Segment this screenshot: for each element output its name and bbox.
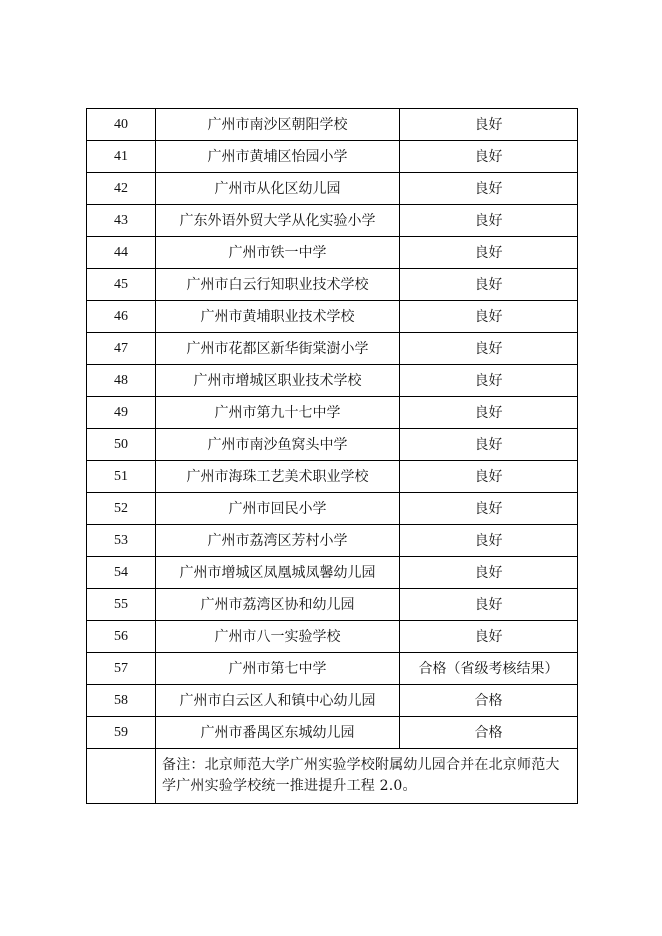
evaluation-result: 合格: [400, 685, 578, 717]
school-name: 广州市八一实验学校: [156, 621, 400, 653]
row-number: 54: [87, 557, 156, 589]
evaluation-result: 良好: [400, 557, 578, 589]
evaluation-result: 良好: [400, 301, 578, 333]
row-number: 47: [87, 333, 156, 365]
school-name: 广州市南沙区朝阳学校: [156, 109, 400, 141]
table-row: [87, 365, 578, 397]
table-row: [87, 557, 578, 589]
evaluation-result: 良好: [400, 365, 578, 397]
evaluation-result: 良好: [400, 589, 578, 621]
row-number: 53: [87, 525, 156, 557]
row-number: 51: [87, 461, 156, 493]
table-row: [87, 621, 578, 653]
note-empty-cell: [87, 749, 156, 804]
table-row: [87, 269, 578, 301]
school-name: 广州市花都区新华街棠澍小学: [156, 333, 400, 365]
row-number: 43: [87, 205, 156, 237]
school-name: 广州市黄埔职业技术学校: [156, 301, 400, 333]
school-name: 广州市第七中学: [156, 653, 400, 685]
table-row: [87, 493, 578, 525]
evaluation-result: 良好: [400, 173, 578, 205]
row-number: 57: [87, 653, 156, 685]
school-name: 广州市黄埔区怡园小学: [156, 141, 400, 173]
school-name: 广州市海珠工艺美术职业学校: [156, 461, 400, 493]
row-number: 44: [87, 237, 156, 269]
evaluation-result: 良好: [400, 493, 578, 525]
row-number: 40: [87, 109, 156, 141]
table-row: [87, 173, 578, 205]
evaluation-result: 良好: [400, 525, 578, 557]
evaluation-result: 良好: [400, 141, 578, 173]
evaluation-result: 良好: [400, 429, 578, 461]
evaluation-result: 良好: [400, 269, 578, 301]
row-number: 58: [87, 685, 156, 717]
table-row: [87, 589, 578, 621]
school-name: 广州市白云区人和镇中心幼儿园: [156, 685, 400, 717]
evaluation-result: 良好: [400, 621, 578, 653]
evaluation-result: 合格（省级考核结果）: [400, 653, 578, 685]
table-row: [87, 397, 578, 429]
table-row: [87, 109, 578, 141]
row-number: 50: [87, 429, 156, 461]
evaluation-result: 良好: [400, 109, 578, 141]
evaluation-result: 良好: [400, 333, 578, 365]
row-number: 59: [87, 717, 156, 749]
school-name: 广州市南沙鱼窝头中学: [156, 429, 400, 461]
table-row: [87, 205, 578, 237]
row-number: 49: [87, 397, 156, 429]
evaluation-result: 良好: [400, 397, 578, 429]
row-number: 42: [87, 173, 156, 205]
table-row: [87, 653, 578, 685]
table-row: [87, 429, 578, 461]
row-number: 56: [87, 621, 156, 653]
school-name: 广州市从化区幼儿园: [156, 173, 400, 205]
school-name: 广州市荔湾区芳村小学: [156, 525, 400, 557]
note-row: [87, 749, 578, 804]
evaluation-result: 良好: [400, 237, 578, 269]
table-row: [87, 301, 578, 333]
school-name: 广州市铁一中学: [156, 237, 400, 269]
school-name: 广州市增城区职业技术学校: [156, 365, 400, 397]
school-name: 广州市番禺区东城幼儿园: [156, 717, 400, 749]
table-row: [87, 237, 578, 269]
table-row: [87, 525, 578, 557]
table-row: [87, 141, 578, 173]
row-number: 41: [87, 141, 156, 173]
school-name: 广州市荔湾区协和幼儿园: [156, 589, 400, 621]
evaluation-result: 良好: [400, 205, 578, 237]
evaluation-result: 合格: [400, 717, 578, 749]
table-row: [87, 461, 578, 493]
evaluation-result: 良好: [400, 461, 578, 493]
school-name: 广州市白云行知职业技术学校: [156, 269, 400, 301]
row-number: 46: [87, 301, 156, 333]
results-table: [86, 108, 578, 804]
results-table-body: [87, 109, 578, 804]
table-row: [87, 333, 578, 365]
row-number: 48: [87, 365, 156, 397]
school-name: 广州市第九十七中学: [156, 397, 400, 429]
results-table-container: [86, 108, 577, 804]
school-name: 广东外语外贸大学从化实验小学: [156, 205, 400, 237]
school-name: 广州市增城区凤凰城凤馨幼儿园: [156, 557, 400, 589]
table-row: [87, 685, 578, 717]
row-number: 45: [87, 269, 156, 301]
note-text: 备注：北京师范大学广州实验学校附属幼儿园合并在北京师范大学广州实验学校统一推进提升工程 2.0。: [156, 749, 578, 804]
row-number: 52: [87, 493, 156, 525]
school-name: 广州市回民小学: [156, 493, 400, 525]
table-row: [87, 717, 578, 749]
row-number: 55: [87, 589, 156, 621]
